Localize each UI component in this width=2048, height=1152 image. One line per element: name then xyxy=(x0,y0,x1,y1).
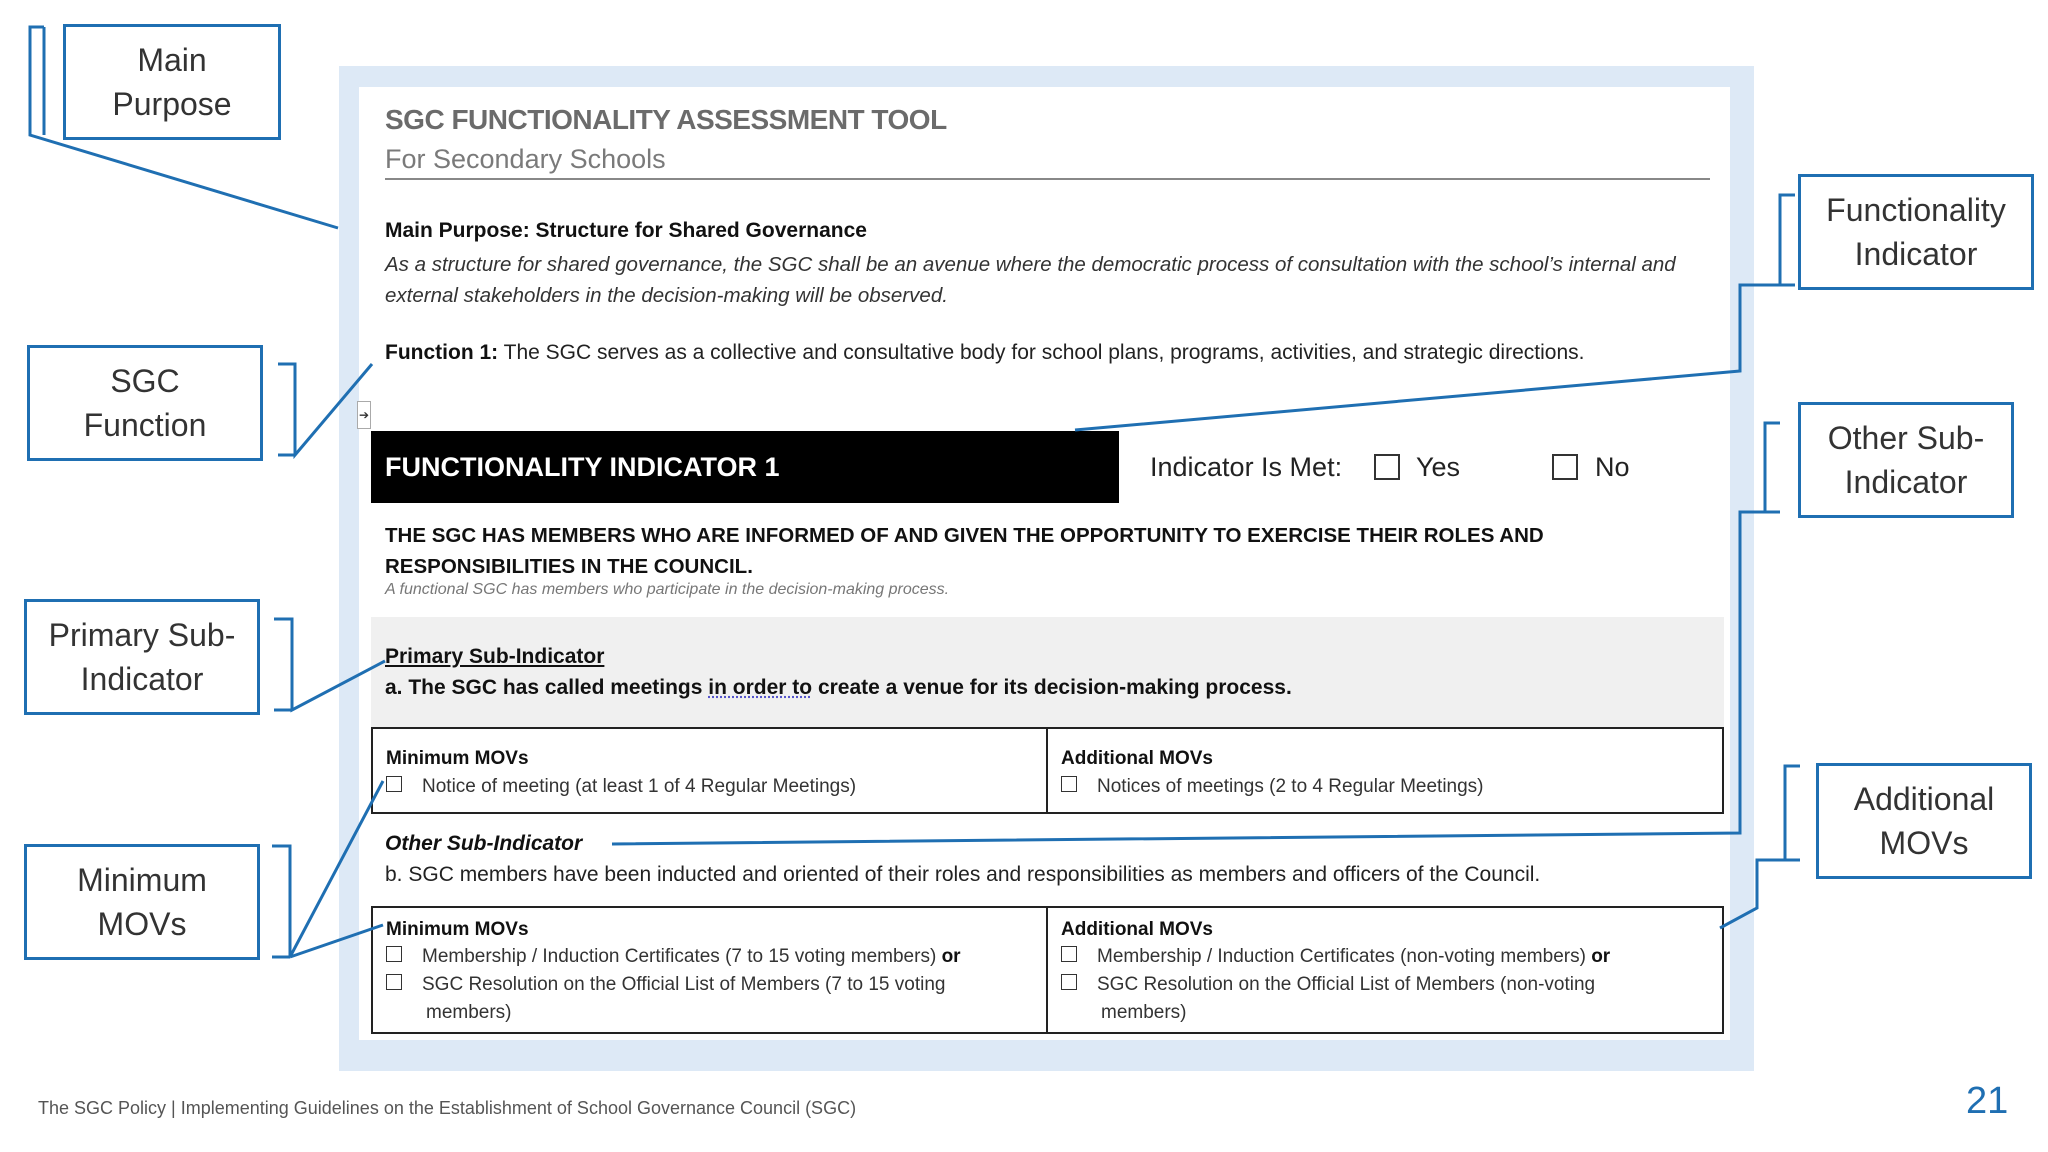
callout-primary-sub-indicator xyxy=(24,599,260,715)
connector-sgc-function xyxy=(278,364,372,455)
callout-line: MOVs xyxy=(97,906,187,942)
minimum-movs-heading: Minimum MOVs xyxy=(386,919,529,940)
callout-line: Function xyxy=(83,407,207,443)
other-sub-indicator-heading: Other Sub-Indicator xyxy=(385,832,583,855)
callout-main-purpose xyxy=(63,24,281,140)
mov-item-continued: members) xyxy=(426,1002,512,1023)
mov-item-label: SGC Resolution on the Official List of Members (non-voting xyxy=(1097,974,1596,995)
callout-line: SGC xyxy=(110,363,180,399)
connector-primary-sub-indicator xyxy=(274,619,385,710)
callout-sgc-function xyxy=(27,345,263,461)
callout-additional-movs xyxy=(1816,763,2032,879)
function-label: Function 1: xyxy=(385,341,499,364)
indicator-note: A functional SGC has members who participate in the decision-making process. xyxy=(385,581,950,598)
callout-line: Additional xyxy=(1853,781,1995,817)
mov-item-label: SGC Resolution on the Official List of Members (7 to 15 voting xyxy=(422,974,946,995)
psi-text-part: a. The SGC has called meetings xyxy=(385,676,709,699)
connector-additional-movs xyxy=(1720,766,1800,928)
mov-item-label: Notice of meeting (at least 1 of 4 Regular Meetings) xyxy=(422,776,857,797)
additional-movs-heading: Additional MOVs xyxy=(1061,919,1213,940)
mov-item-label: Membership / Induction Certificates (7 to 15 voting members) xyxy=(422,946,937,967)
callout-other-sub-indicator xyxy=(1798,402,2014,518)
no-label: No xyxy=(1595,452,1630,482)
or-label: or xyxy=(941,946,961,967)
primary-sub-indicator-heading: Primary Sub-Indicator xyxy=(385,645,605,668)
mov-item-label: Notices of meetings (2 to 4 Regular Meetings) xyxy=(1097,776,1484,797)
footer-text: The SGC Policy | Implementing Guidelines on the Establishment of School Governance Council (SGC) xyxy=(38,1098,857,1118)
yes-label: Yes xyxy=(1416,452,1461,482)
other-sub-indicator-text: b. SGC members have been inducted and oriented of their roles and responsibilities as members and officers of the Council. xyxy=(385,863,1541,886)
additional-movs-heading: Additional MOVs xyxy=(1061,748,1213,769)
psi-text-dotted: in order to xyxy=(708,676,813,699)
mov-item-continued: members) xyxy=(1101,1002,1187,1023)
callout-line: Other Sub- xyxy=(1827,420,1985,456)
callout-line: Indicator xyxy=(1854,236,1978,272)
callout-line: Indicator xyxy=(80,661,204,697)
indicator-met-label: Indicator Is Met: xyxy=(1150,452,1343,482)
function-text: The SGC serves as a collective and consultative body for school plans, programs, activities, and strategic directions. xyxy=(498,341,1585,364)
callout-line: Functionality xyxy=(1826,192,2006,228)
callout-line: Main xyxy=(137,42,207,78)
indicator-statement: THE SGC HAS MEMBERS WHO ARE INFORMED OF AND GIVEN THE OPPORTUNITY TO EXERCISE THEIR ROLES AND RESPONSIBILITIES IN THE COUNCIL. xyxy=(385,524,1544,578)
document-subtitle: For Secondary Schools xyxy=(385,144,666,174)
main-purpose-heading: Main Purpose: Structure for Shared Governance xyxy=(385,219,867,242)
callout-line: Primary Sub- xyxy=(48,617,236,653)
callout-line: MOVs xyxy=(1879,825,1969,861)
page-number: 21 xyxy=(1966,1080,2009,1122)
callout-minimum-movs xyxy=(24,844,260,960)
main-purpose-text: As a structure for shared governance, the SGC shall be an avenue where the democratic process of consultation with the school’s internal and external stakeholders in the decision-making will be observed. xyxy=(385,253,1676,307)
callout-line: Minimum xyxy=(77,862,207,898)
move-handle-icon[interactable]: ➔ xyxy=(357,401,371,429)
connector-other-sub-indicator xyxy=(612,423,1780,844)
callout-functionality-indicator xyxy=(1798,174,2034,290)
psi-text-part: create a venue for its decision-making process. xyxy=(812,676,1292,699)
callout-line: Purpose xyxy=(112,86,232,122)
or-label: or xyxy=(1591,946,1611,967)
callout-line: Indicator xyxy=(1844,464,1968,500)
document-title: SGC FUNCTIONALITY ASSESSMENT TOOL xyxy=(385,104,947,135)
functionality-indicator-title: FUNCTIONALITY INDICATOR 1 xyxy=(385,452,780,482)
minimum-movs-heading: Minimum MOVs xyxy=(386,748,529,769)
connector-functionality-indicator xyxy=(1075,195,1795,430)
mov-item-label: Membership / Induction Certificates (non-voting members) xyxy=(1097,946,1586,967)
